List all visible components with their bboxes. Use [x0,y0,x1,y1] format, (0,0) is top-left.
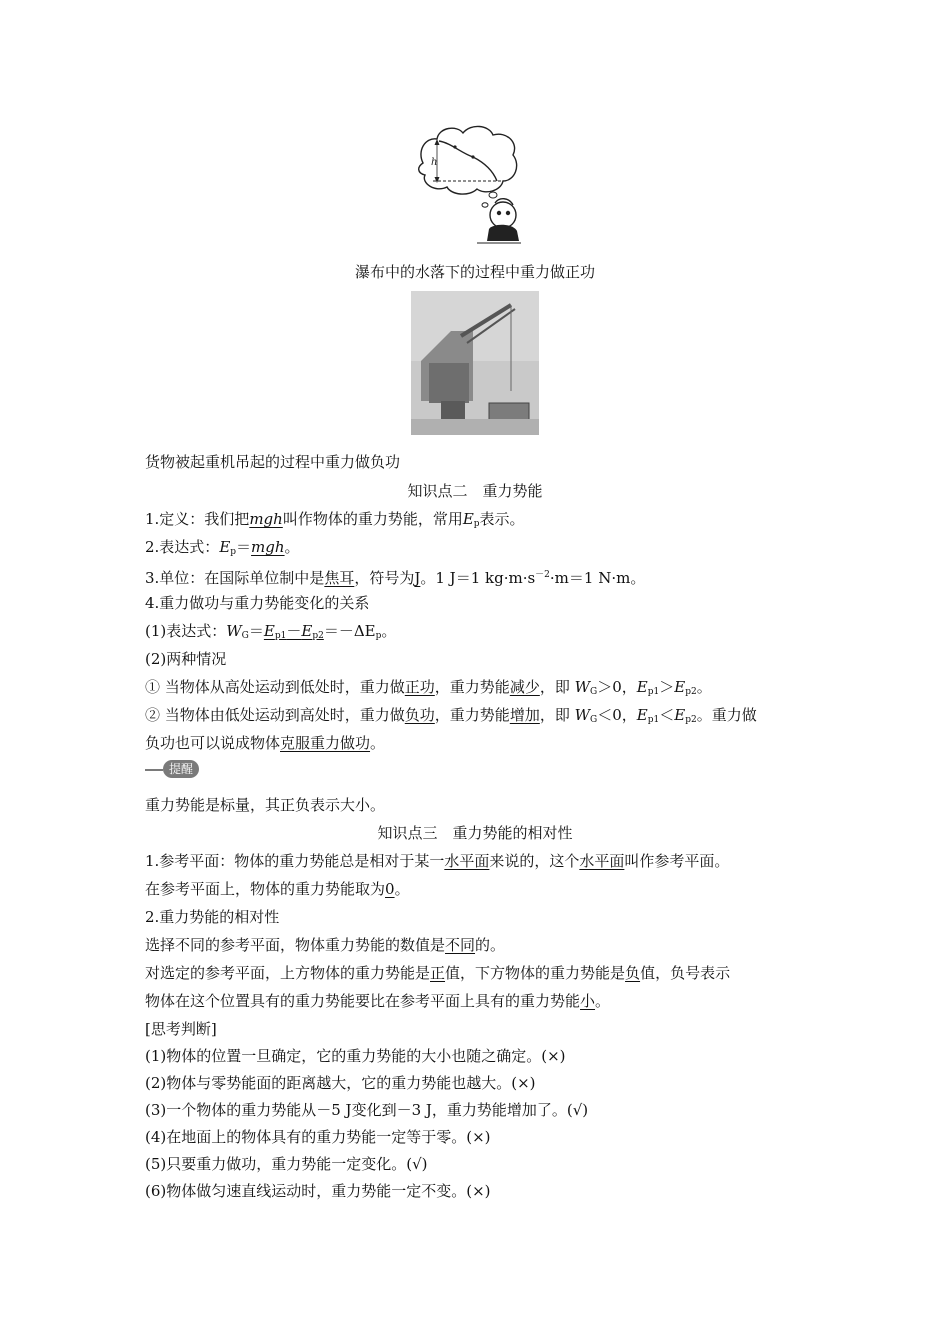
waterfall-caption: 瀑布中的水落下的过程中重力做正功 [354,263,595,281]
section3-title: 知识点三 重力势能的相对性 [377,824,573,842]
think-item-6: (6)物体做匀速直线运动时，重力势能一定不变。(×) [145,1182,491,1200]
section2-title: 知识点二 重力势能 [407,482,543,500]
think-item-4: (4)在地面上的物体具有的重力势能一定等于零。(×) [145,1128,491,1146]
crane-caption: 货物被起重机吊起的过程中重力做负功 [145,453,401,471]
tip-text: 重力势能是标量，其正负表示大小。 [145,796,386,814]
s3-relativity-heading: 2.重力势能的相对性 [145,908,280,926]
s2-case-2: ② 当物体由低处运动到高处时，重力做负功，重力势能增加，即 $W_G<0$，$E_{p1}<E_{p2}$。重力做 [145,706,757,725]
s2-relation-formula: (1)表达式：$W_G=E_{p1}-E_{p2}=-\Delta E_p$。 [145,622,397,641]
think-item-3: (3)一个物体的重力势能从－5 J变化到－3 J，重力势能增加了。(√) [145,1101,589,1119]
s3-sign-meaning: 对选定的参考平面，上方物体的重力势能是正值，下方物体的重力势能是负值，负号表示 [145,964,731,982]
s3-different-values: 选择不同的参考平面，物体重力势能的数值是不同的。 [145,936,506,954]
s2-case-2-cont: 负功也可以说成物体克服重力做功。 [145,734,386,752]
s2-two-cases: (2)两种情况 [145,650,227,668]
waterfall-diagram [415,123,521,248]
s2-unit: 3.单位：在国际单位制中是焦耳，符号为J。1 J＝1 $kg\cdot m\cdot s^{-2}\cdot m=1$ N·m。 [145,569,646,587]
s3-reference-plane: 1.参考平面：物体的重力势能总是相对于某一水平面来说的，这个水平面叫作参考平面。 [145,852,730,870]
s3-zero-level: 在参考平面上，物体的重力势能取为0。 [145,880,410,898]
tip-dash [145,769,163,771]
tip-badge [145,760,201,778]
think-item-2: (2)物体与零势能面的距离越大，它的重力势能也越大。(×) [145,1074,536,1092]
s2-definition: 1.定义：我们把mgh叫作物体的重力势能，常用$E_p$表示。 [145,510,525,529]
s2-expression: 2.表达式：$E_p=mgh$。 [145,538,300,557]
crane-photo [411,291,539,435]
think-title: [思考判断] [145,1020,217,1038]
s2-case-1: ① 当物体从高处运动到低处时，重力做正功，重力势能减少，即 $W_G>0$，$E_{p1}>E_{p2}$。 [145,678,712,697]
think-item-5: (5)只要重力做功，重力势能一定变化。(√) [145,1155,428,1173]
think-item-1: (1)物体的位置一旦确定，它的重力势能的大小也随之确定。(×) [145,1047,566,1065]
s2-relation-heading: 4.重力做功与重力势能变化的关系 [145,594,370,612]
tip-label: 提醒 [163,760,199,778]
height-label: h [431,157,438,168]
s3-sign-meaning-cont: 物体在这个位置具有的重力势能要比在参考平面上具有的重力势能小。 [145,992,611,1010]
